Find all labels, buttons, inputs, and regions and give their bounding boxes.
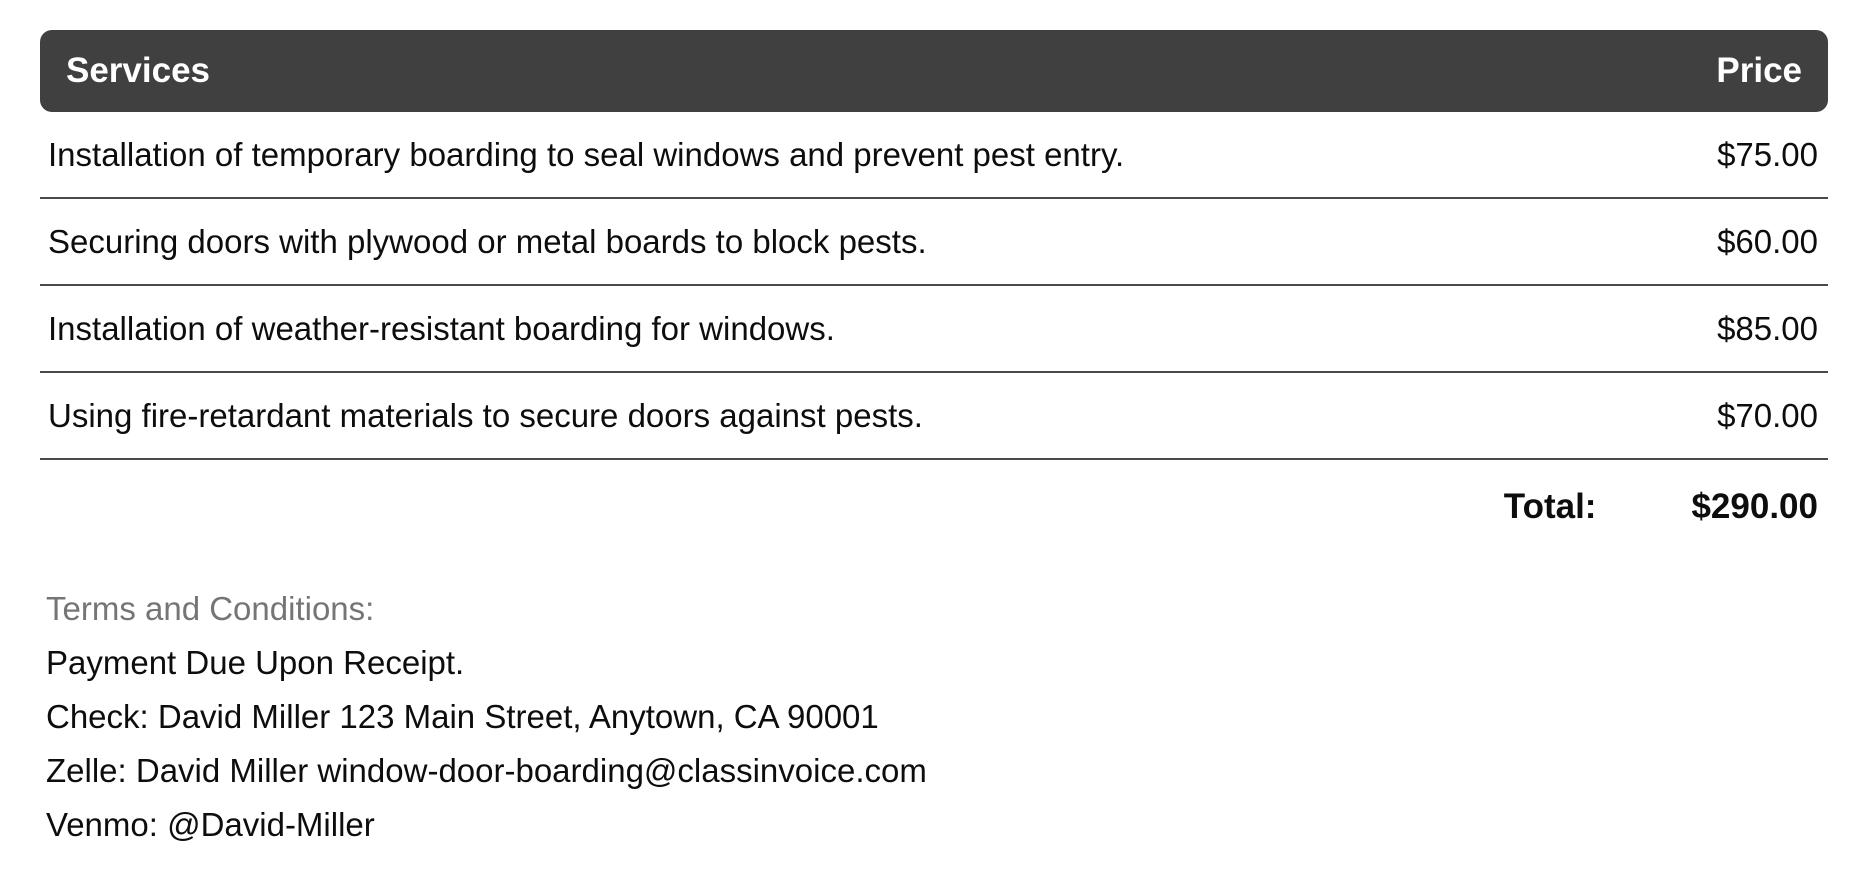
- service-description: Securing doors with plywood or metal boards to block pests.: [48, 222, 927, 260]
- table-row: [40, 373, 1828, 460]
- table-header-row: [40, 30, 1828, 112]
- table-row: [40, 199, 1828, 286]
- total-row: [40, 460, 1828, 554]
- price-column-header: Price: [1716, 51, 1802, 90]
- services-table: [40, 30, 1828, 554]
- service-price: $70.00: [1717, 396, 1818, 434]
- terms-line: Check: David Miller 123 Main Street, Anytown, CA 90001: [46, 698, 879, 735]
- invoice-document: [40, 30, 1828, 852]
- service-description: Installation of weather-resistant boarding for windows.: [48, 309, 835, 347]
- service-price: $60.00: [1717, 222, 1818, 260]
- terms-heading: Terms and Conditions:: [46, 590, 375, 627]
- terms-section: [40, 582, 1828, 852]
- terms-line: Payment Due Upon Receipt.: [46, 644, 465, 681]
- services-column-header: Services: [66, 51, 211, 90]
- table-body: [40, 112, 1828, 460]
- terms-line: Venmo: @David-Miller: [46, 806, 375, 843]
- service-price: $75.00: [1717, 135, 1818, 173]
- total-label: Total:: [1503, 487, 1597, 526]
- service-price: $85.00: [1717, 309, 1818, 347]
- terms-lines: [46, 636, 1828, 852]
- table-row: [40, 112, 1828, 199]
- terms-line: Zelle: David Miller window-door-boarding@classinvoice.com: [46, 752, 927, 789]
- service-description: Installation of temporary boarding to seal windows and prevent pest entry.: [48, 135, 1125, 173]
- service-description: Using fire-retardant materials to secure doors against pests.: [48, 396, 923, 434]
- total-amount: $290.00: [1691, 487, 1818, 526]
- table-row: [40, 286, 1828, 373]
